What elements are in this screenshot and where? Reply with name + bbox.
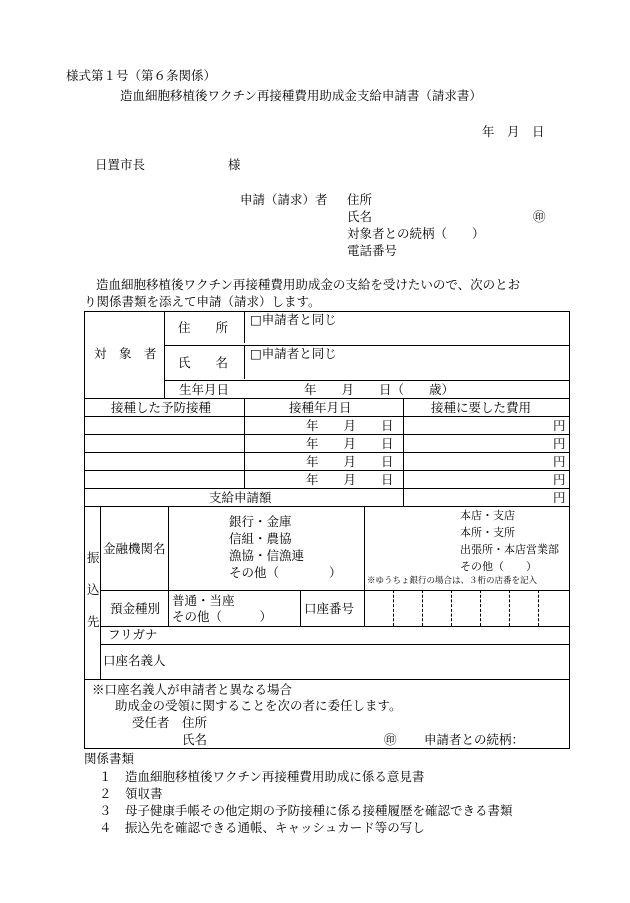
total-amount-unit: 円 — [553, 490, 566, 505]
intro-line-1: 造血細胞移植後ワクチン再接種費用助成金の支給を受けたいので、次のとお — [96, 277, 521, 292]
furigana-label: フリガナ — [108, 627, 158, 642]
delegation-note: ※口座名義人が申請者と異なる場合 — [92, 682, 293, 697]
vaccination-cost-unit-4: 円 — [553, 472, 566, 487]
transfer-label-1: 振 — [87, 550, 100, 565]
vaccination-date-3[interactable]: 年 月 日 — [306, 454, 394, 469]
document-item: 振込先を確認できる通帳、キャッシュカード等の写し — [125, 820, 425, 835]
subject-label: 対 象 者 — [94, 346, 157, 361]
applicant-address-label[interactable]: 住所 — [347, 192, 373, 207]
delegate-seal: ㊞ — [384, 732, 397, 747]
applicant-name-label[interactable]: 氏名 — [347, 209, 373, 224]
vaccination-cost-header: 接種に要した費用 — [431, 400, 532, 415]
vaccination-header: 接種した予防接種 — [111, 400, 212, 415]
delegate-name-label[interactable]: 氏名 — [182, 732, 208, 747]
applicant-seal: ㊞ — [533, 209, 546, 224]
applicant-relation-label[interactable]: 対象者との続柄（ ） — [347, 226, 485, 241]
deposit-type-other[interactable]: その他（ ） — [172, 609, 273, 624]
transfer-label-2: 込 — [87, 582, 100, 597]
document-number: １ — [99, 769, 112, 784]
vaccination-cost-unit-1: 円 — [553, 418, 566, 433]
subject-name-label: 氏 名 — [178, 355, 229, 370]
vaccination-cost-unit-3: 円 — [553, 454, 566, 469]
vaccination-date-4[interactable]: 年 月 日 — [306, 472, 394, 487]
vaccination-date-header: 接種年月日 — [289, 400, 352, 415]
addressee-honorific: 様 — [228, 157, 241, 172]
delegate-address-label[interactable]: 受任者 住所 — [132, 715, 208, 730]
vaccination-cost-unit-2: 円 — [553, 436, 566, 451]
vaccination-date-1[interactable]: 年 月 日 — [306, 418, 394, 433]
vaccination-date-2[interactable]: 年 月 日 — [306, 436, 394, 451]
institution-type-credit[interactable]: 信組・農協 — [229, 531, 292, 546]
institution-label: 金融機関名 — [103, 541, 166, 556]
branch-type-office[interactable]: 本所・支所 — [460, 526, 515, 539]
account-number-label: 口座番号 — [304, 601, 355, 616]
applicant-phone-label[interactable]: 電話番号 — [347, 243, 398, 258]
subject-address-label: 住 所 — [178, 320, 229, 335]
subject-address-same-checkbox[interactable]: □申請者と同じ — [250, 312, 337, 327]
total-amount-label: 支給申請額 — [209, 490, 272, 505]
date-field[interactable]: 年 月 日 — [482, 124, 545, 139]
branch-type-other[interactable]: その他（ ） — [460, 560, 537, 573]
deposit-type-regular[interactable]: 普通・当座 — [172, 593, 235, 608]
branch-type-sub[interactable]: 出張所・本店営業部 — [460, 543, 559, 556]
institution-type-fishery[interactable]: 漁協・信漁連 — [229, 548, 305, 563]
document-number: ４ — [99, 820, 112, 835]
applicant-label: 申請（請求）者 — [240, 192, 328, 207]
institution-type-bank[interactable]: 銀行・金庫 — [229, 514, 292, 529]
document-item: 造血細胞移植後ワクチン再接種費用助成に係る意見書 — [125, 769, 425, 784]
form-title: 造血細胞移植後ワクチン再接種費用助成金支給申請書（請求書） — [120, 88, 482, 103]
documents-heading: 関係書類 — [84, 751, 135, 766]
subject-name-same-checkbox[interactable]: □申請者と同じ — [250, 346, 337, 361]
branch-type-branch[interactable]: 本店・支店 — [460, 509, 515, 522]
institution-type-other[interactable]: その他（ ） — [229, 565, 342, 580]
intro-line-2: り関係書類を添えて申請（請求）します。 — [84, 294, 321, 309]
delegation-text: 助成金の受領に関することを次の者に委任します。 — [115, 698, 402, 713]
birthdate-field[interactable]: 年 月 日（ 歳） — [304, 382, 455, 397]
birthdate-label: 生年月日 — [179, 382, 230, 397]
document-item: 領収書 — [125, 786, 163, 801]
deposit-type-label: 預金種別 — [110, 601, 161, 616]
transfer-label-3: 先 — [87, 614, 100, 629]
form-number: 様式第１号（第６条関係） — [66, 68, 217, 83]
document-number: ２ — [99, 786, 112, 801]
yucho-note: ※ゆうちょ銀行の場合は、３桁の店番を記入 — [367, 576, 538, 586]
delegate-relation-label[interactable]: 申請者との続柄： — [424, 732, 525, 747]
document-item: 母子健康手帳その他定期の予防接種に係る接種履歴を確認できる書類 — [125, 803, 513, 818]
addressee: 日置市長 — [95, 157, 146, 172]
document-number: ３ — [99, 803, 112, 818]
account-holder-label: 口座名義人 — [103, 653, 166, 668]
